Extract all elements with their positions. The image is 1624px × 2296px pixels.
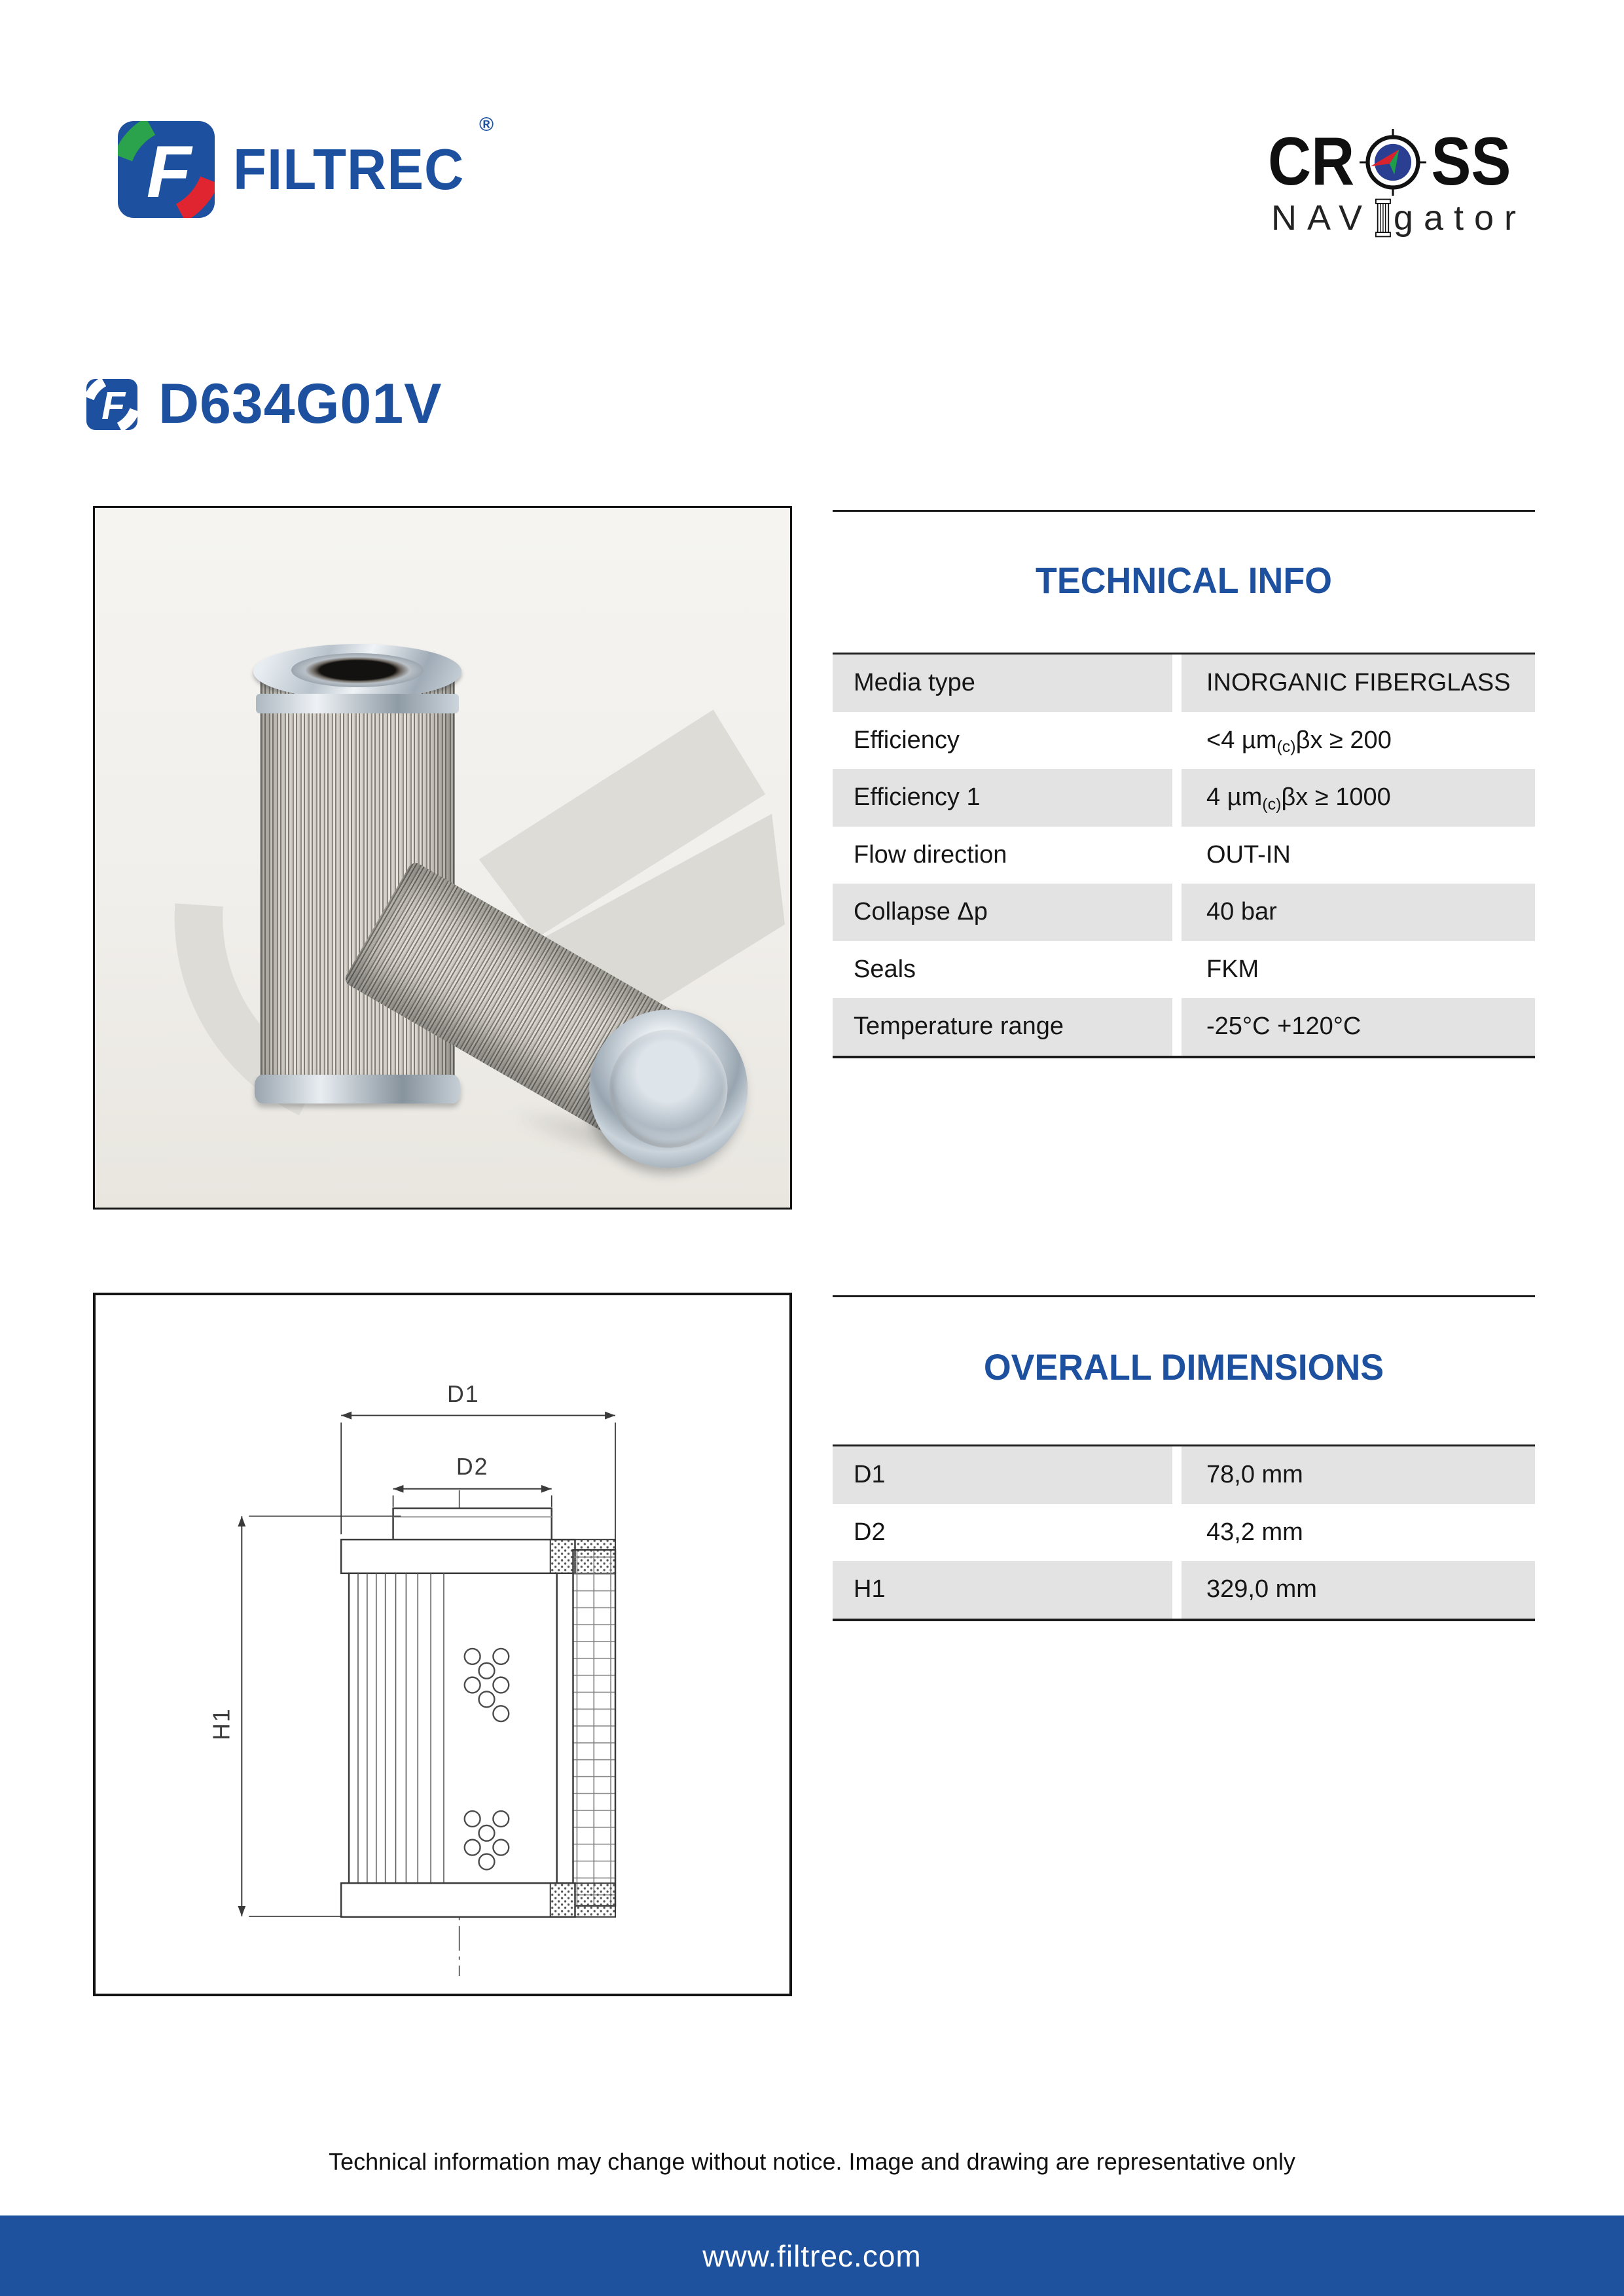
dim-label-h1: H1	[208, 1708, 235, 1740]
website-link[interactable]: www.filtrec.com	[702, 2238, 922, 2273]
column-gap	[1172, 998, 1182, 1056]
row-value: FKM	[1182, 941, 1535, 999]
row-label: Efficiency	[833, 712, 1172, 770]
technical-info-table	[833, 653, 1535, 1058]
registered-mark: ®	[478, 114, 494, 135]
compass-icon	[1359, 128, 1427, 196]
product-code-icon	[86, 379, 137, 430]
section-divider	[833, 1295, 1535, 1297]
technical-drawing	[93, 1293, 792, 1996]
product-title	[86, 372, 442, 437]
column-gap	[1172, 1446, 1182, 1504]
filter-end-cap-center	[588, 1009, 749, 1169]
column-gap	[1172, 655, 1182, 712]
row-label: D2	[833, 1504, 1172, 1562]
table-row	[833, 884, 1535, 941]
row-label: Efficiency 1	[833, 769, 1172, 827]
overall-dimensions-title: OVERALL DIMENSIONS	[983, 1346, 1384, 1388]
nav-letters: NAV	[1271, 198, 1373, 238]
row-label: Temperature range	[833, 998, 1172, 1056]
row-value: 329,0 mm	[1182, 1561, 1535, 1619]
row-value: <4 µm $_{(c)}$ βx ≥ 200	[1182, 712, 1535, 770]
table-row	[833, 998, 1535, 1056]
overall-dimensions-table	[833, 1444, 1535, 1621]
row-label: Media type	[833, 655, 1172, 712]
table-row	[833, 827, 1535, 884]
filtrec-logo	[118, 114, 494, 218]
cross-navigator-logo	[1252, 123, 1526, 239]
table-row	[833, 1446, 1535, 1504]
row-label: Flow direction	[833, 827, 1172, 884]
technical-info-section	[833, 510, 1535, 1058]
table-row	[833, 941, 1535, 999]
filtrec-logo-icon	[118, 121, 215, 218]
row-value: INORGANIC FIBERGLASS	[1182, 655, 1535, 712]
dim-label-d1: D1	[446, 1380, 480, 1407]
row-value: 4 µm $_{(c)}$ βx ≥ 1000	[1182, 769, 1535, 827]
table-row	[833, 1561, 1535, 1619]
drawing-svg	[96, 1295, 789, 1994]
filtrec-wordmark: FILTREC	[233, 137, 465, 202]
row-label: D1	[833, 1446, 1172, 1504]
dim-label-d2: D2	[456, 1453, 489, 1480]
table-row	[833, 1504, 1535, 1562]
section-divider	[833, 510, 1535, 512]
column-gap	[1172, 769, 1182, 827]
footer-bar	[0, 2215, 1624, 2296]
column-gap	[1172, 712, 1182, 770]
row-value: OUT-IN	[1182, 827, 1535, 884]
column-gap	[1172, 1561, 1182, 1619]
table-row	[833, 769, 1535, 827]
row-value: 78,0 mm	[1182, 1446, 1535, 1504]
cross-letters-left: CR	[1267, 124, 1354, 200]
filter-bottom-band	[255, 1075, 460, 1103]
filter-top-opening	[291, 653, 424, 687]
row-label: H1	[833, 1561, 1172, 1619]
overall-dimensions-section	[833, 1295, 1535, 1621]
table-row	[833, 655, 1535, 712]
svg-text:F: F	[146, 131, 192, 213]
column-icon	[1375, 197, 1391, 239]
table-row	[833, 712, 1535, 770]
technical-info-title: TECHNICAL INFO	[1036, 560, 1332, 601]
row-value: 40 bar	[1182, 884, 1535, 941]
cross-letters-right: SS	[1431, 124, 1511, 200]
row-label: Collapse Δp	[833, 884, 1172, 941]
column-gap	[1172, 827, 1182, 884]
row-value: -25°C +120°C	[1182, 998, 1535, 1056]
gator-letters: gator	[1393, 198, 1526, 238]
filter-top-band	[256, 694, 459, 713]
filter-top-cap	[253, 644, 461, 699]
row-label: Seals	[833, 941, 1172, 999]
column-gap	[1172, 884, 1182, 941]
column-gap	[1172, 941, 1182, 999]
svg-text:F: F	[101, 384, 126, 427]
product-code: D634G01V	[158, 372, 442, 435]
column-gap	[1172, 1504, 1182, 1562]
product-photo	[93, 506, 792, 1210]
row-value: 43,2 mm	[1182, 1504, 1535, 1562]
disclaimer-text: Technical information may change without notice. Image and drawing are representative only	[329, 2148, 1295, 2175]
